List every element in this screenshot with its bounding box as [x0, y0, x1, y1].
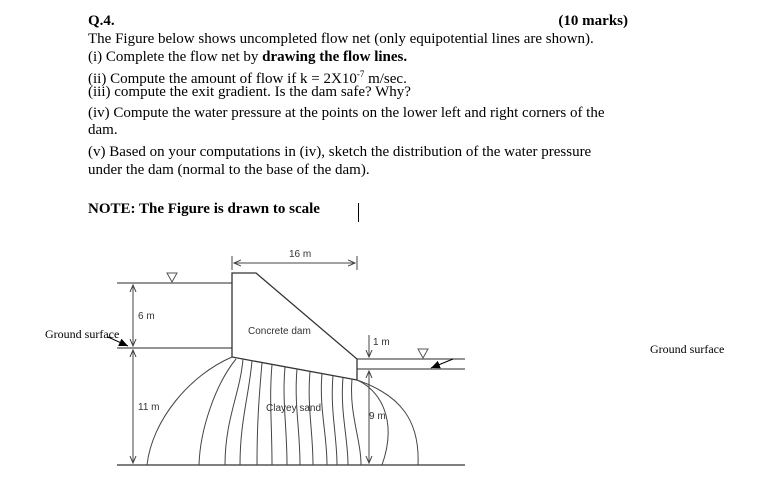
equipotential-line: [240, 361, 252, 465]
equipotential-line: [199, 359, 236, 465]
part-v-line1: (v) Based on your computations in (iv), sketch the distribution of the water pressure: [88, 144, 592, 160]
question-number: Q.4.: [88, 13, 115, 29]
dam-label: Concrete dam: [248, 326, 311, 337]
part-iv-line2: dam.: [88, 122, 118, 138]
ground-surface-right-label: Ground surface: [650, 342, 725, 356]
equipotential-line: [309, 371, 313, 465]
upstream-head-label: 6 m: [138, 311, 155, 322]
part-iv-line1: (iv) Compute the water pressure at the points on the lower left and right corners of the: [88, 105, 605, 121]
equipotential-line: [271, 364, 272, 465]
water-level-icon: [167, 273, 177, 282]
right-depth-label: 9 m: [369, 411, 386, 422]
part-v-line2: under the dam (normal to the base of the dam).: [88, 162, 370, 178]
left-depth-label: 11 m: [138, 402, 160, 413]
marks: (10 marks): [558, 13, 628, 29]
part-ii-exponent: -7: [356, 69, 365, 79]
ground-surface-left-label: Ground surface: [45, 327, 120, 341]
equipotential-line: [321, 374, 327, 465]
downstream-head-label: 1 m: [373, 337, 390, 348]
equipotential-line: [332, 376, 337, 465]
equipotential-line: [257, 363, 262, 465]
equipotential-line: [342, 377, 348, 465]
ground-right-arrow: [431, 359, 453, 368]
equipotential-line: [147, 357, 232, 465]
soil-label: Clayey sand: [266, 403, 322, 414]
dam-width-label: 16 m: [289, 249, 312, 260]
equipotential-line: [284, 367, 287, 465]
part-ii-units: m/sec.: [364, 71, 407, 87]
part-ii-text: (ii) Compute the amount of flow if k = 2X10: [88, 71, 357, 87]
equipotential-line: [352, 379, 361, 465]
note: NOTE: The Figure is drawn to scale: [88, 201, 320, 217]
equipotential-line: [296, 369, 300, 465]
part-i-bold: drawing the flow lines.: [262, 49, 408, 65]
part-i-text: (i) Complete the flow net by: [88, 49, 263, 65]
water-level-icon: [418, 349, 428, 358]
part-iii: (iii) compute the exit gradient. Is the dam safe? Why?: [88, 84, 411, 100]
intro-text: The Figure below shows uncompleted flow net (only equipotential lines are shown).: [88, 31, 594, 47]
